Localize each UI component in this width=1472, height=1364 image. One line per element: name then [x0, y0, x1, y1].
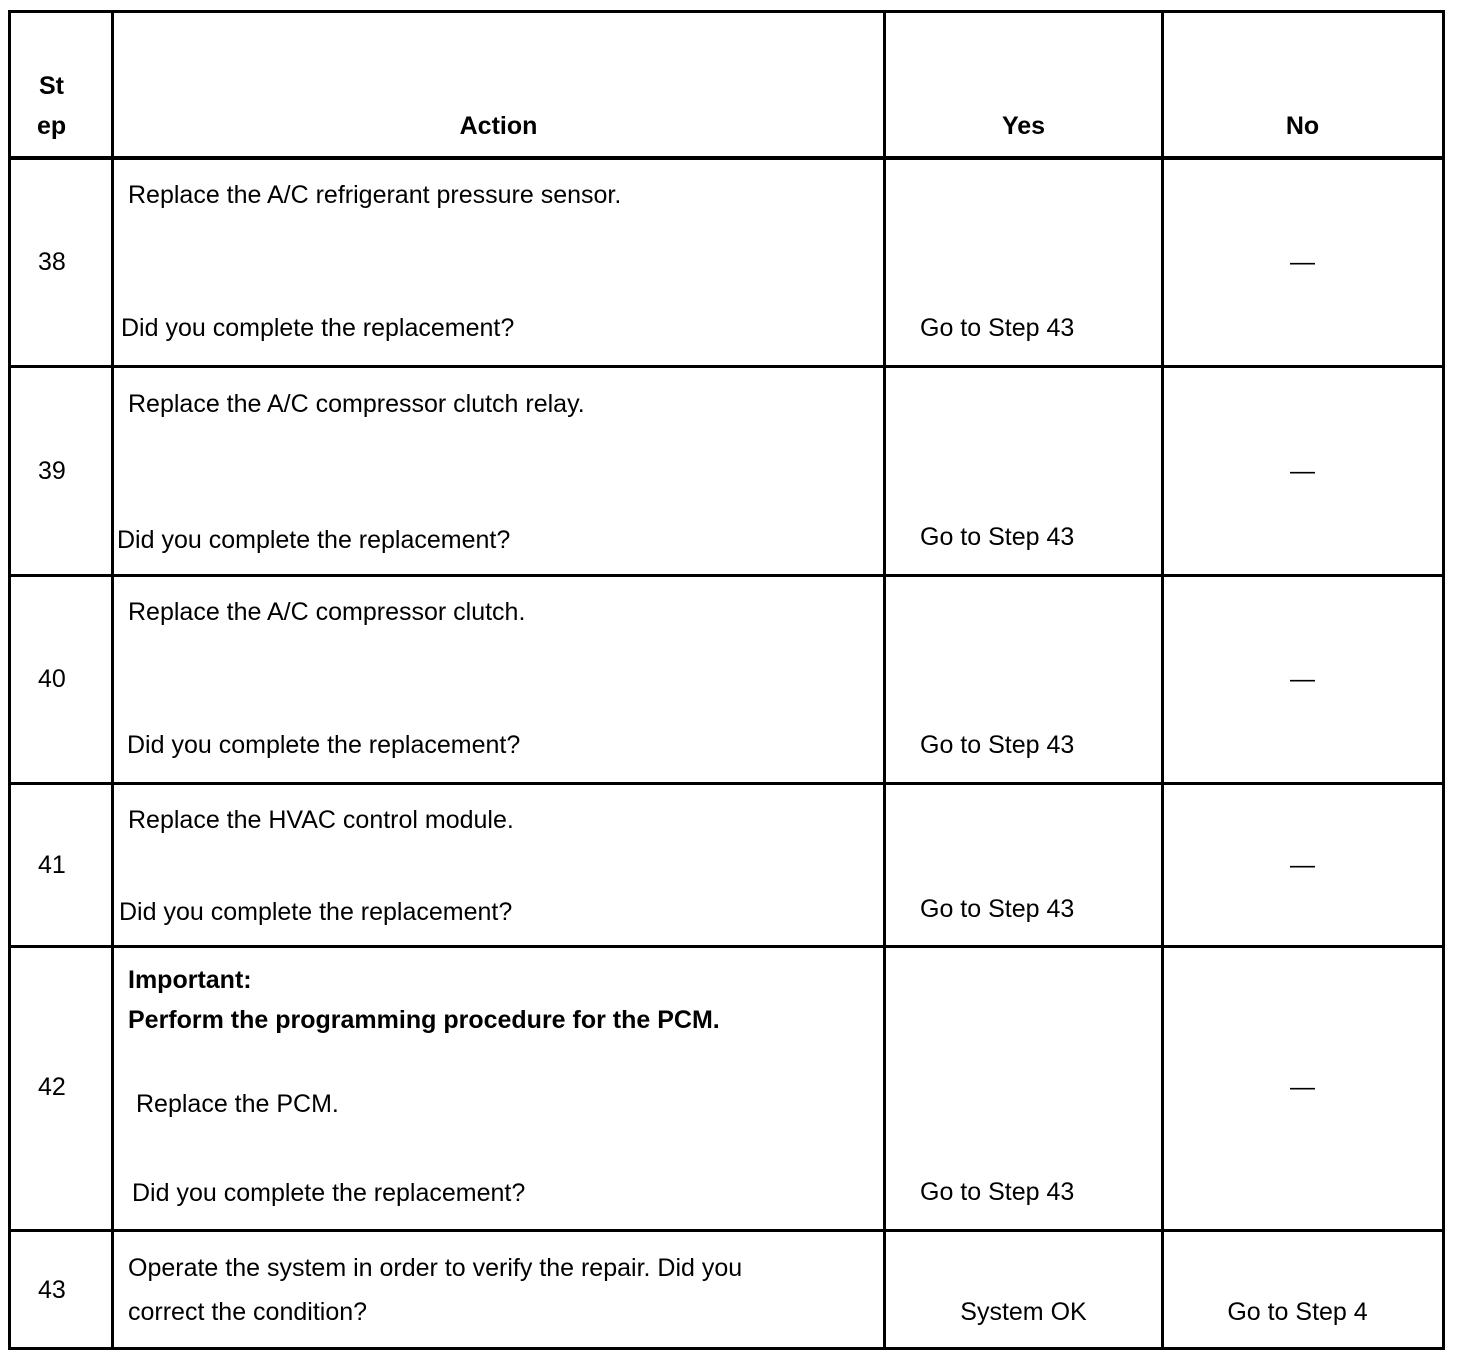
yes-result: Go to Step 43	[920, 895, 1075, 923]
header-step-line2: ep	[37, 112, 67, 140]
action-question: Did you complete the replacement?	[117, 526, 511, 554]
action-question: Did you complete the replacement?	[119, 898, 513, 926]
row-divider	[11, 156, 1442, 160]
no-result: —	[1290, 1073, 1315, 1101]
header-action: Action	[459, 112, 538, 140]
action-text: Replace the HVAC control module.	[128, 806, 514, 834]
step-number: 39	[38, 457, 66, 485]
row-divider	[11, 782, 1442, 785]
action-text: Replace the A/C compressor clutch.	[128, 598, 526, 626]
action-question: Did you complete the replacement?	[127, 731, 521, 759]
action-text: Replace the A/C refrigerant pressure sensor.	[128, 181, 622, 209]
header-yes: Yes	[1001, 112, 1046, 140]
no-result: —	[1290, 248, 1315, 276]
no-result: —	[1290, 665, 1315, 693]
action-question: Did you complete the replacement?	[132, 1179, 526, 1207]
row-divider	[11, 574, 1442, 577]
action-text: Replace the A/C compressor clutch relay.	[128, 390, 585, 418]
step-number: 40	[38, 665, 66, 693]
diagnostic-table	[8, 10, 1445, 1350]
no-result: —	[1290, 851, 1315, 879]
yes-result: System OK	[960, 1298, 1087, 1326]
action-question: Did you complete the replacement?	[121, 314, 515, 342]
yes-result: Go to Step 43	[920, 731, 1075, 759]
row-divider	[11, 1229, 1442, 1232]
step-number: 41	[38, 851, 66, 879]
yes-result: Go to Step 43	[920, 523, 1075, 551]
column-divider	[111, 13, 114, 1347]
step-number: 42	[38, 1073, 66, 1101]
row-divider	[11, 365, 1442, 368]
header-no: No	[1285, 112, 1320, 140]
header-step-line1: St	[39, 72, 64, 100]
important-text: Perform the programming procedure for the PCM.	[128, 1006, 720, 1034]
action-text-line1: Operate the system in order to verify the repair. Did you	[128, 1254, 743, 1282]
yes-result: Go to Step 43	[920, 314, 1075, 342]
step-number: 43	[38, 1276, 66, 1304]
no-result: —	[1290, 457, 1315, 485]
no-result: Go to Step 4	[1227, 1298, 1368, 1326]
action-text: Replace the PCM.	[136, 1090, 339, 1118]
yes-result: Go to Step 43	[920, 1178, 1075, 1206]
important-label: Important:	[128, 966, 252, 994]
row-divider	[11, 945, 1442, 948]
column-divider	[883, 13, 886, 1347]
step-number: 38	[38, 248, 66, 276]
action-text-line2: correct the condition?	[128, 1298, 368, 1326]
